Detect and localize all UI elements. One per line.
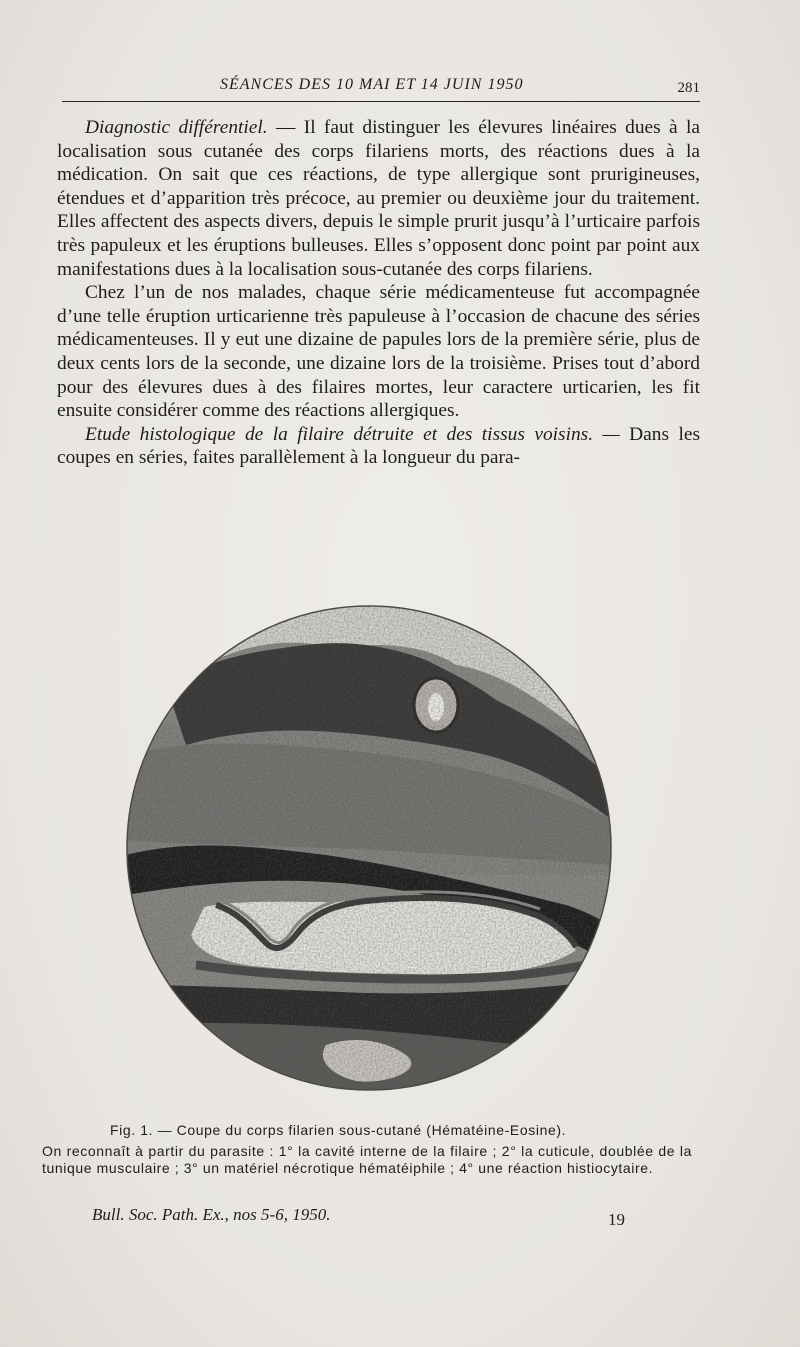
journal-citation: Bull. Soc. Path. Ex., nos 5-6, 1950. — [92, 1205, 331, 1224]
paragraph-patient-case — [57, 281, 700, 423]
paragraph-differential-diagnosis — [57, 116, 700, 281]
caption-title: Fig. 1. — Coupe du corps filarien sous-cutané (Hématéine-Eosine). — [110, 1122, 567, 1138]
paragraph-text: Chez l’un de nos malades, chaque série médicamenteuse fut accompagnée d’une telle éruption urticarienne très papuleuse à l’occasion de chacune des séries médicamenteuses. Il y eut une dizaine de papules lors de la première série, plus de deux cents lors de la seconde, une dizaine lors de la troisième. Prises tout d’abord pour des élevures dues à des filaires mortes, leur caractere urticarien, les fit ensuite considérer comme des réactions allergiques. — [57, 282, 700, 422]
paragraph-text: Dans les coupes en séries, faites parallèlement à la longueur du para- — [57, 423, 700, 469]
caption-body: On reconnaît à partir du parasite : 1° la cavité interne de la filaire ; 2° la cuticule, doublée de la tunique musculaire ; 3° un matériel nécrotique hématéiphile ; 4° une réaction histiocytaire. — [42, 1143, 692, 1176]
micrograph-image — [126, 605, 612, 1091]
paragraph-histology — [57, 423, 700, 470]
running-header — [60, 76, 700, 102]
paragraph-text: — Il faut distinguer les élevures linéaires dues à la localisation sous cutanée des corps filariens morts, des réactions dues à la médication. On sait que ces réactions, de type allergique sont prurigineuses, étendues et d’apparition très précoce, au premier ou deuxième jour du traitement. Elles affectent des aspects divers, depuis le simple prurit jusqu’à l’urticaire parfois très papuleux et les éruptions bulleuses. Elles s’opposent donc point par point aux manifestations dues à la localisation sous-cutanée des corps filariens. — [57, 117, 700, 280]
section-heading-differential-diagnosis: Diagnostic différentiel. — [85, 117, 268, 138]
figure-caption — [42, 1122, 692, 1177]
running-title: SÉANCES DES 10 MAI ET 14 JUIN 1950 — [220, 76, 524, 93]
page-number: 281 — [677, 80, 700, 96]
section-heading-histology: Etude histologique de la filaire détruite et des tissus voisins. — — [85, 423, 620, 445]
micrograph-figure — [126, 605, 612, 1091]
header-rule — [62, 101, 700, 102]
body-text — [57, 116, 700, 470]
signature-number: 19 — [608, 1210, 625, 1229]
